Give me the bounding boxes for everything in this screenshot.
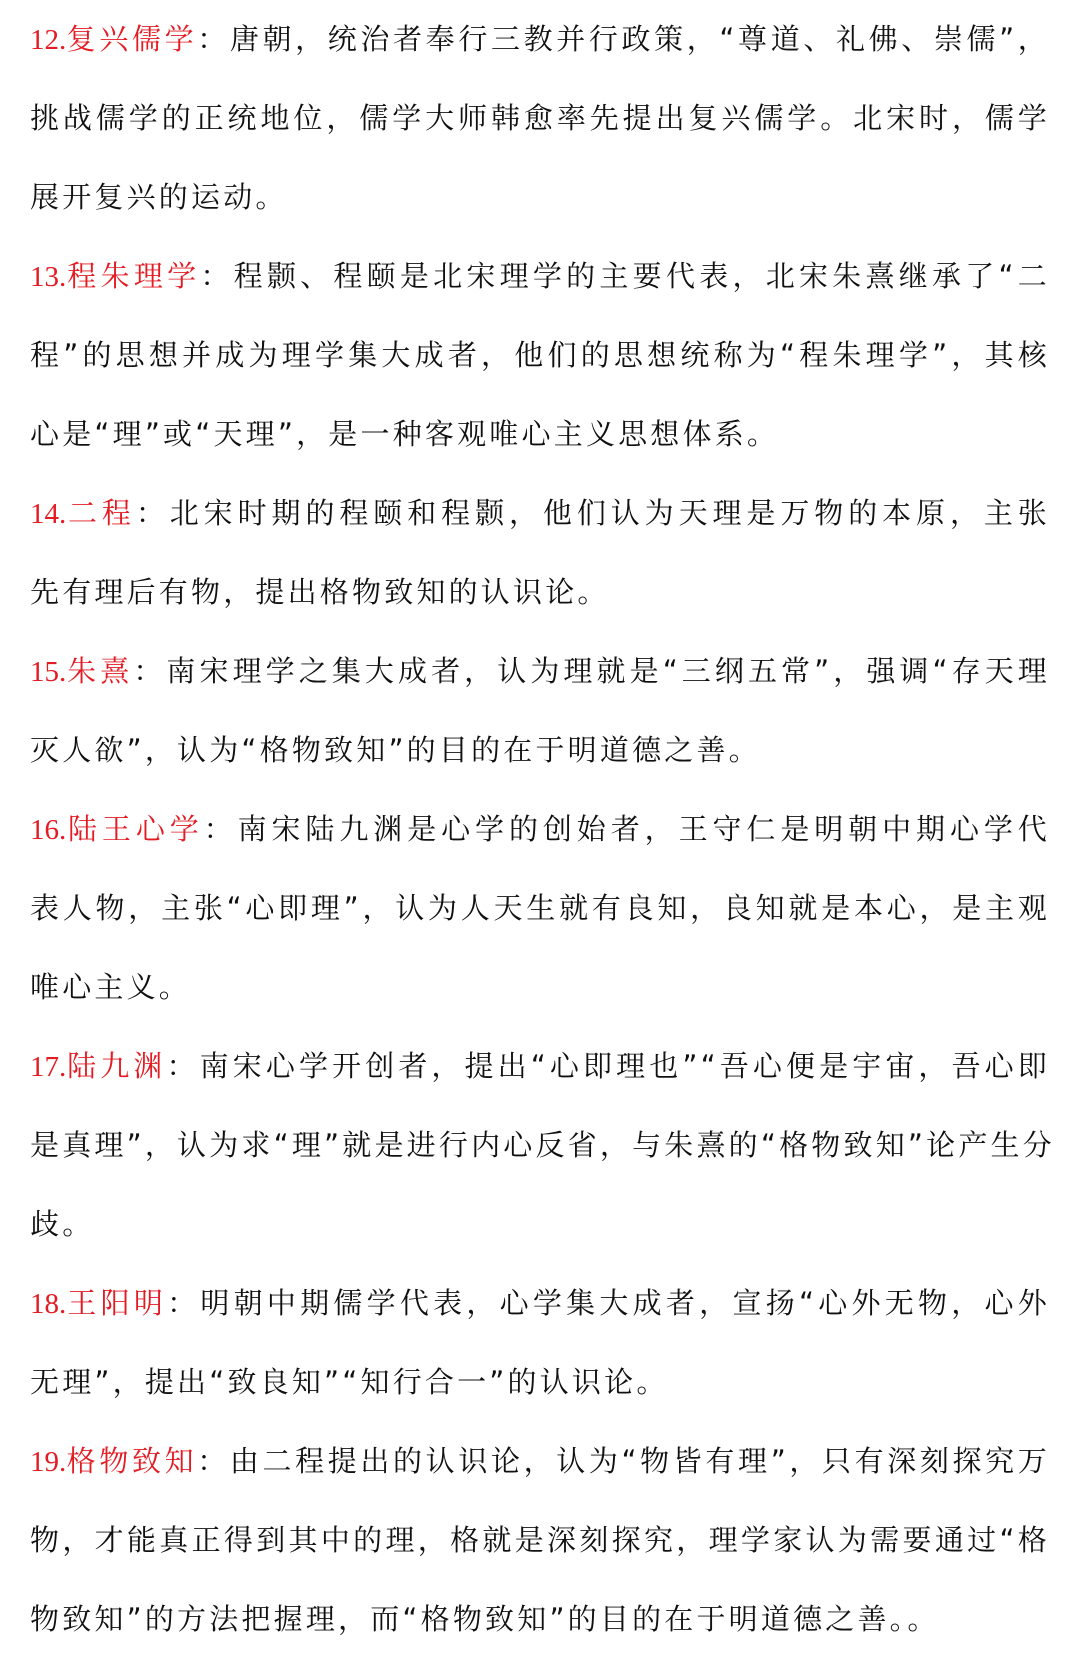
entry-term-text: 程朱理学	[66, 259, 201, 293]
entry-term	[30, 259, 200, 293]
entry-13	[30, 237, 1050, 474]
entry-number: 16.	[30, 814, 67, 846]
entry-term	[30, 496, 136, 530]
entry-term	[30, 1049, 167, 1083]
entry-text: ：程颢、程颐是北宋理学的主要代表，北宋朱熹继承了“二	[200, 259, 1050, 293]
entry-line	[30, 237, 1050, 316]
entry-line: 心是“理”或“天理”，是一种客观唯心主义思想体系。	[30, 417, 780, 451]
entry-term	[30, 1444, 197, 1478]
entry-line: 物，才能真正得到其中的理，格就是深刻探究，理学家认为需要通过“格	[30, 1523, 1050, 1557]
entry-term-text: 复兴儒学	[66, 22, 198, 56]
entry-line: 无理”，提出“致良知”“知行合一”的认识论。	[30, 1365, 669, 1399]
entry-12	[30, 0, 1050, 237]
entry-line: 挑战儒学的正统地位，儒学大师韩愈率先提出复兴儒学。北宋时，儒学	[30, 101, 1050, 135]
entry-term	[30, 812, 204, 846]
entry-number: 12.	[30, 24, 67, 56]
document-page	[30, 0, 1055, 1659]
entry-line	[30, 1264, 1050, 1343]
entry-18	[30, 1264, 1050, 1422]
entry-19	[30, 1422, 1050, 1659]
entry-number: 13.	[30, 261, 67, 293]
entry-line	[30, 1027, 1050, 1106]
entry-line	[30, 1422, 1050, 1501]
entry-text: ：北宋时期的程颐和程颢，他们认为天理是万物的本原，主张	[135, 496, 1051, 530]
entry-number: 14.	[30, 498, 67, 530]
entry-line	[30, 474, 1050, 553]
entry-line: 灭人欲”，认为“格物致知”的目的在于明道德之善。	[30, 733, 761, 767]
entry-term	[30, 22, 197, 56]
entry-text: ：唐朝，统治者奉行三教并行政策，“尊道、礼佛、崇儒”，	[197, 22, 1050, 56]
entry-line: 唯心主义。	[30, 970, 192, 1004]
entry-text: ：明朝中期儒学代表，心学集大成者，宣扬“心外无物，心外	[167, 1286, 1050, 1320]
entry-line	[30, 0, 1050, 79]
entry-number: 18.	[30, 1288, 67, 1320]
entry-line: 歧。	[30, 1207, 95, 1241]
entry-term-text: 陆王心学	[66, 812, 204, 846]
entry-term	[30, 654, 133, 688]
entry-number: 15.	[30, 656, 67, 688]
entry-line	[30, 790, 1050, 869]
entry-term	[30, 1286, 167, 1320]
entry-term-text: 二程	[66, 496, 136, 530]
entry-line	[30, 632, 1050, 711]
entry-line: 物致知”的方法把握理，而“格物致知”的目的在于明道德之善。。	[30, 1602, 940, 1636]
entry-line: 先有理后有物，提出格物致知的认识论。	[30, 575, 610, 609]
entry-text: ：南宋心学开创者，提出“心即理也”“吾心便是宇宙，吾心即	[166, 1049, 1050, 1083]
entry-17	[30, 1027, 1055, 1264]
entry-14	[30, 474, 1050, 632]
entry-line: 展开复兴的运动。	[30, 180, 288, 214]
entry-text: ：由二程提出的认识论，认为“物皆有理”，只有深刻探究万	[197, 1444, 1050, 1478]
entry-term-text: 王阳明	[66, 1286, 168, 1320]
entry-15	[30, 632, 1050, 790]
entry-number: 17.	[30, 1051, 67, 1083]
entry-number: 19.	[30, 1446, 67, 1478]
entry-text: ：南宋理学之集大成者，认为理就是“三纲五常”，强调“存天理	[133, 654, 1050, 688]
entry-line: 表人物，主张“心即理”，认为人天生就有良知，良知就是本心，是主观	[30, 891, 1050, 925]
entry-term-text: 朱熹	[66, 654, 134, 688]
entry-term-text: 格物致知	[66, 1444, 198, 1478]
entry-line: 是真理”，认为求“理”就是进行内心反省，与朱熹的“格物致知”论产生分	[30, 1128, 1055, 1162]
entry-16	[30, 790, 1050, 1027]
entry-line: 程”的思想并成为理学集大成者，他们的思想统称为“程朱理学”，其核	[30, 338, 1050, 372]
entry-term-text: 陆九渊	[66, 1049, 167, 1083]
entry-text: ：南宋陆九渊是心学的创始者，王守仁是明朝中期心学代	[203, 812, 1050, 846]
